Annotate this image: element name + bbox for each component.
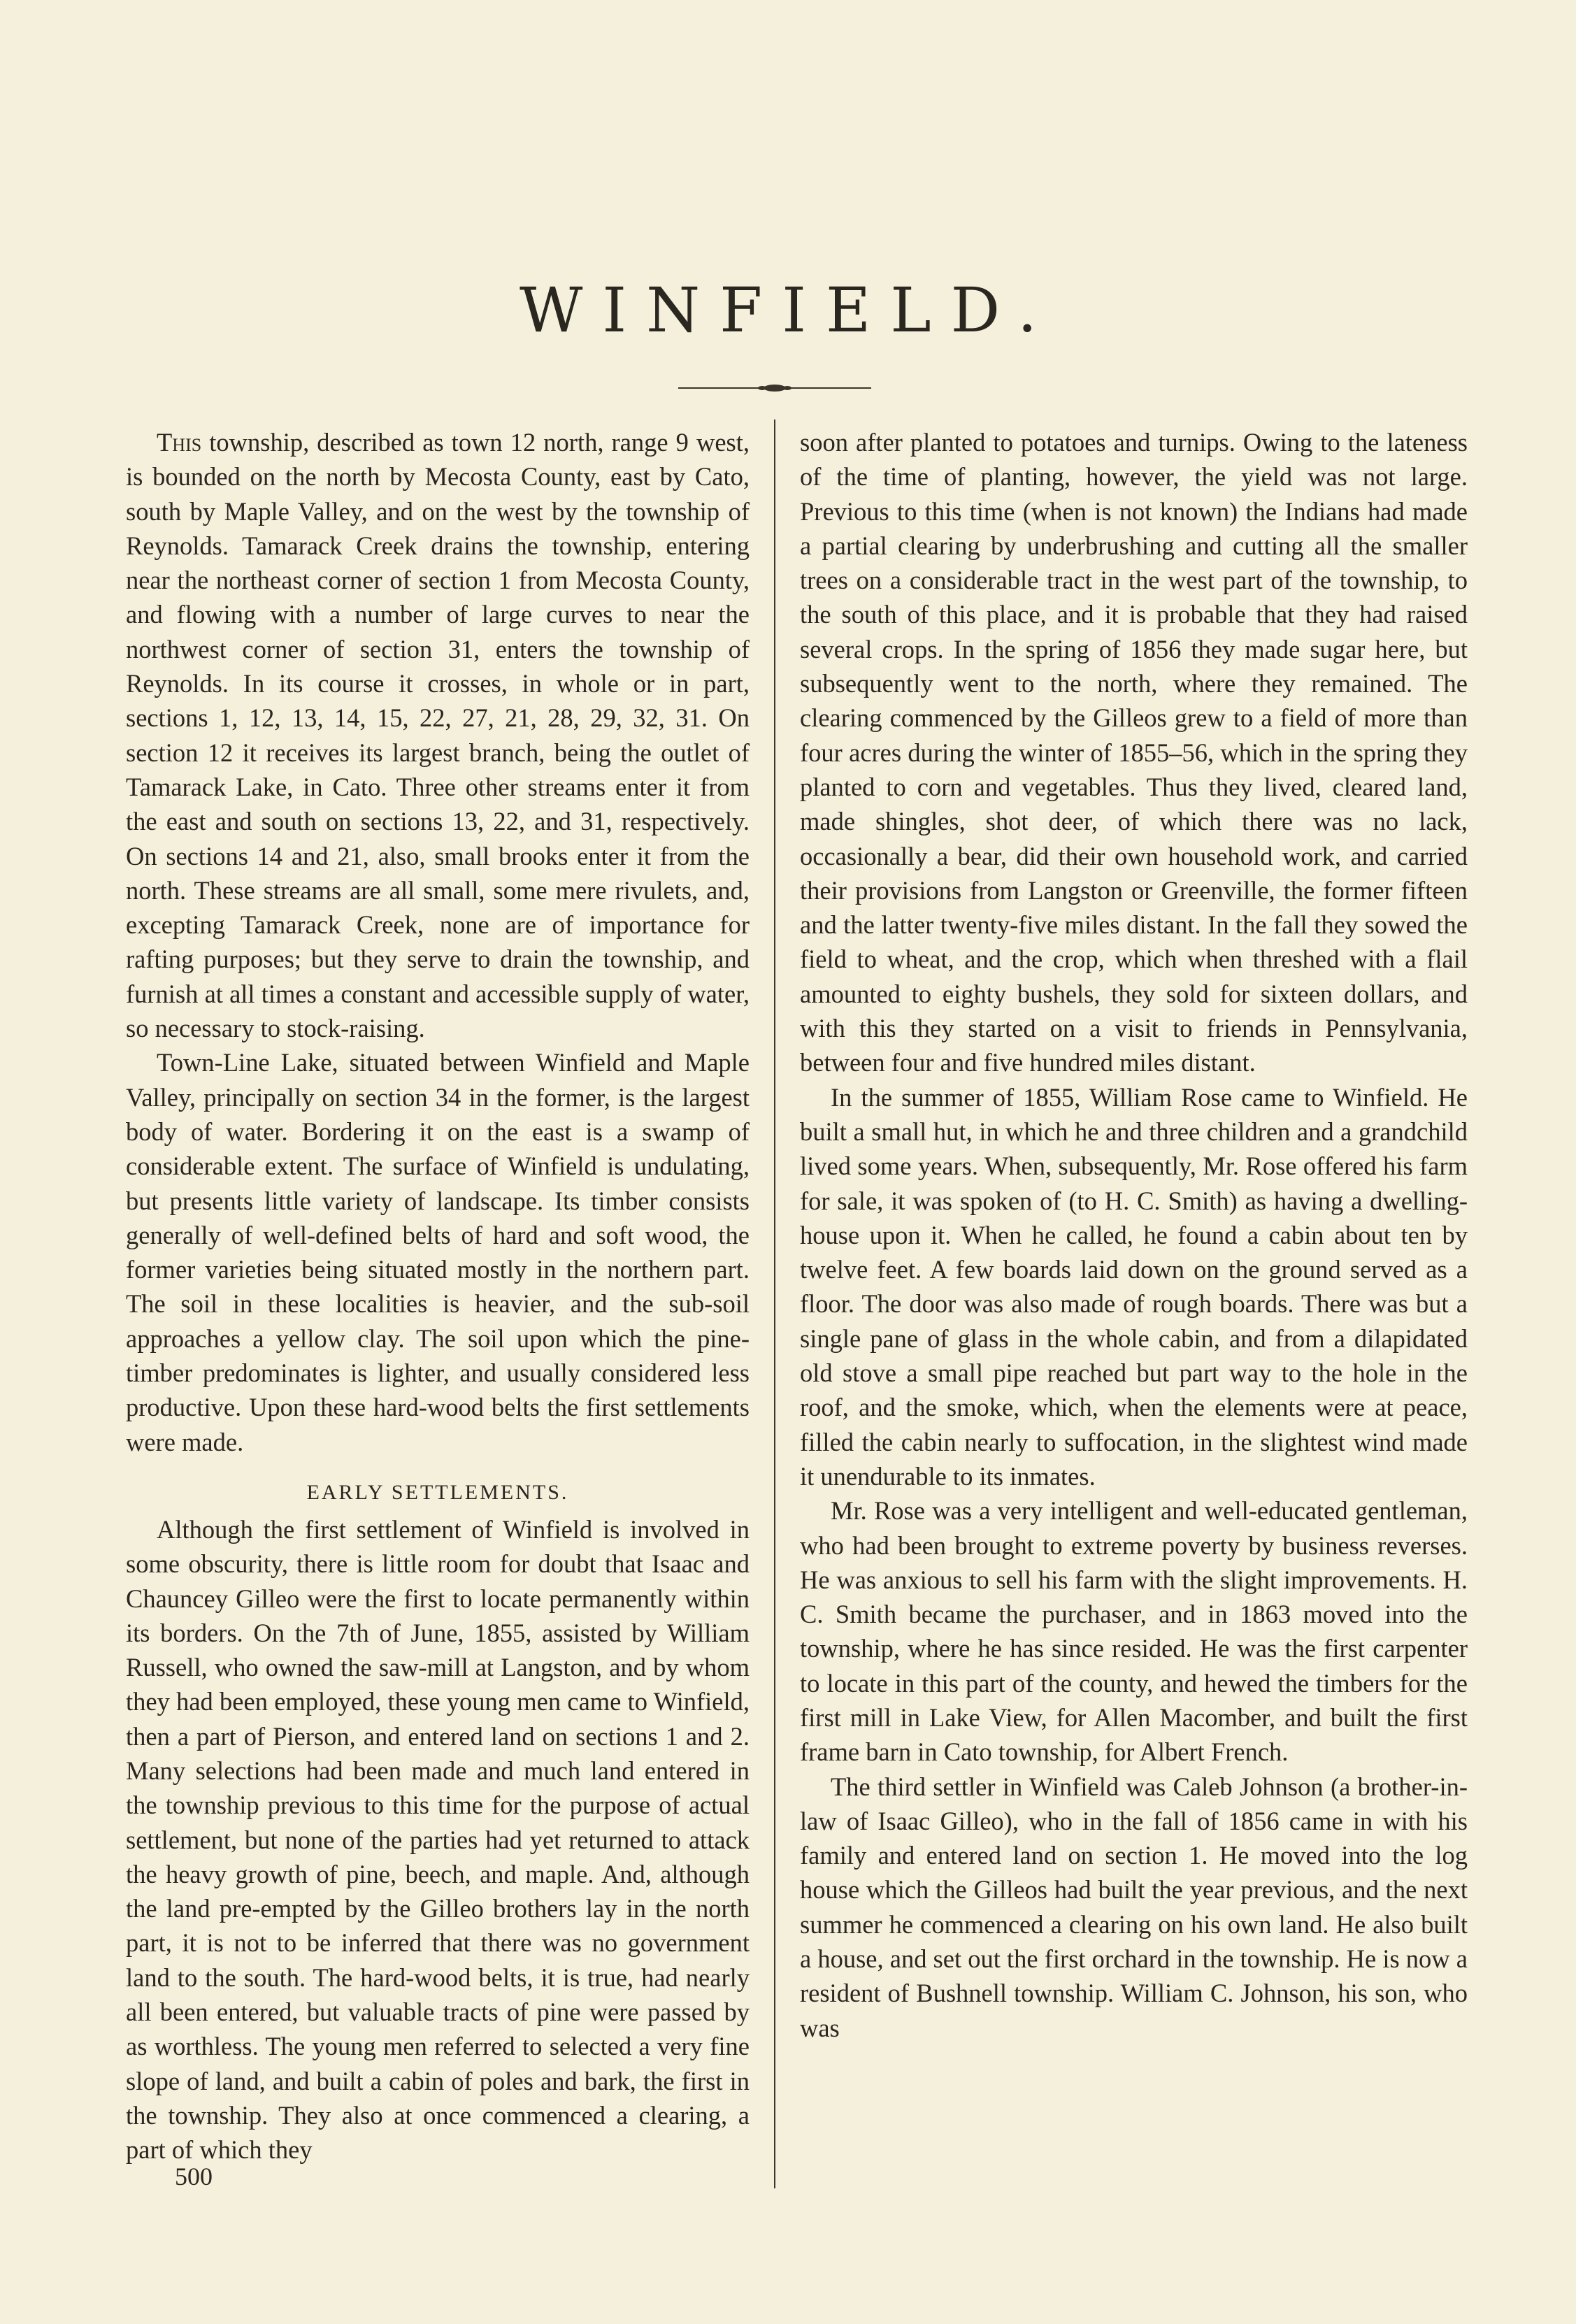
left-column xyxy=(126,425,750,2167)
intro-paragraph: This township, described as town 12 north, range 9 west, is bounded on the north by Mecosta County, east by Cato, south by Maple Valley, and on the west by the township of Reynolds. Tamarack Creek drains the township, entering near the northeast corner of section 1 from Mecosta County, and flowing with a number of large curves to near the northwest corner of section 31, enters the township of Reynolds. In its course it crosses, in whole or in part, sections 1, 12, 13, 14, 15, 22, 27, 21, 28, 29, 32, 31. On section 12 it receives its largest branch, being the outlet of Tamarack Lake, in Cato. Three other streams enter it from the east and south on sections 13, 22, and 31, respectively. On sections 14 and 21, also, small brooks enter it from the north. These streams are all small, some mere rivulets, and, excepting Tamarack Creek, none are of importance for rafting purposes; but they serve to drain the township, and furnish at all times a constant and accessible supply of water, so necessary to stock-raising. xyxy=(126,428,750,1043)
paragraph-caleb-johnson: The third settler in Winfield was Caleb Johnson (a brother-in-law of Isaac Gilleo), who in the fall of 1856 came in with his family and entered land on section 1. He moved into the log house which the Gilleos had built the year previous, and the next summer he commenced a clearing on his own land. He also built a house, and set out the first orchard in the township. He is now a resident of Bushnell township. William C. Johnson, his son, who was xyxy=(800,1772,1468,2042)
paragraph-town-line-lake: Town-Line Lake, situated between Winfield and Maple Valley, principally on section 34 in the former, is the largest body of water. Bordering it on the east is a swamp of considerable extent. The surface of Winfield is undulating, but presents little variety of landscape. Its timber consists generally of well-defined belts of hard and soft wood, the former varieties being situated mostly in the northern part. The soil in these localities is heavier, and the sub-soil approaches a yellow clay. The soil upon which the pine-timber predominates is lighter, and usually considered less productive. Upon these hard-wood belts the first settlements were made. xyxy=(126,1048,750,1456)
paragraph-continued: soon after planted to potatoes and turnips. Owing to the lateness of the time of planting, however, the yield was not large. Previous to this time (when is not known) the Indians had made a partial clearing by underbrushing and cutting all the smaller trees on a considerable tract in the west part of the township, to the south of this place, and it is probable that they had raised several crops. In the spring of 1856 they made sugar here, but subsequently went to the north, where they remained. The clearing commenced by the Gilleos grew to a field of more than four acres during the winter of 1855–56, which in the spring they planted to corn and vegetables. Thus they lived, cleared land, made shingles, shot deer, of which there was no lack, occasionally a bear, did their own household work, and carried their provisions from Langston or Greenville, the former fifteen and the latter twenty-five miles distant. In the fall they sowed the field to wheat, and the crop, which when threshed with a flail amounted to eighty bushels, they sold for sixteen dollars, and with this they started on a visit to friends in Pennsylvania, between four and five hundred miles distant. xyxy=(800,428,1468,1077)
page-title: WINFIELD. xyxy=(519,274,1057,346)
paragraph-mr-rose: Mr. Rose was a very intelligent and well-educated gentleman, who had been brought to extreme poverty by business reverses. He was anxious to sell his farm with the slight improvements. H. C. Smith became the purchaser, and in 1863 moved into the township, where he has since resided. He was the first carpenter to locate in this part of the county, and hewed the timbers for the first mill in Lake View, for Allen Macomber, and built the first frame barn in Cato township, for Albert French. xyxy=(800,1496,1468,1767)
paragraph-william-rose: In the summer of 1855, William Rose came to Winfield. He built a small hut, in which he and three children and a grandchild lived some years. When, subsequently, Mr. Rose offered his farm for sale, it was spoken of (to H. C. Smith) as having a dwelling-house upon it. When he called, he found a cabin about ten by twelve feet. A few boards laid down on the ground served as a floor. The door was also made of rough boards. There was but a single pane of glass in the whole cabin, and from a dilapidated old stove a small pipe reached but part way to the hole in the roof, and the smoke, which, when the elements were at peace, filled the cabin nearly to suffocation, in the slightest wind made it unendurable to its inmates. xyxy=(800,1082,1468,1491)
section-heading-early-settlements: EARLY SETTLEMENTS. xyxy=(306,1480,569,1504)
page-number: 500 xyxy=(175,2162,213,2190)
right-column xyxy=(800,425,1468,2045)
paragraph-first-settlement: Although the first settlement of Winfield is involved in some obscurity, there is little room for doubt that Isaac and Chauncey Gilleo were the first to locate permanently within its borders. On the 7th of June, 1855, assisted by William Russell, who owned the saw-mill at Langston, and by whom they had been employed, these young men came to Winfield, then a part of Pierson, and entered land on sections 1 and 2. Many selections had been made and much land entered in the township previous to this time for the purpose of actual settlement, but none of the parties had yet returned to attack the heavy growth of pine, beech, and maple. And, although the land pre-empted by the Gilleo brothers lay in the north part, it is not to be inferred that there was no government land to the south. The hard-wood belts, it is true, had nearly all been entered, but valuable tracts of pine were passed by as worthless. The young men referred to selected a very fine slope of land, and built a cabin of poles and bark, the first in the township. They also at once commenced a clearing, a part of which they xyxy=(126,1514,750,2165)
column-divider xyxy=(774,419,775,2188)
title-ornament xyxy=(678,380,871,396)
intro-lead-word: This xyxy=(157,428,202,457)
